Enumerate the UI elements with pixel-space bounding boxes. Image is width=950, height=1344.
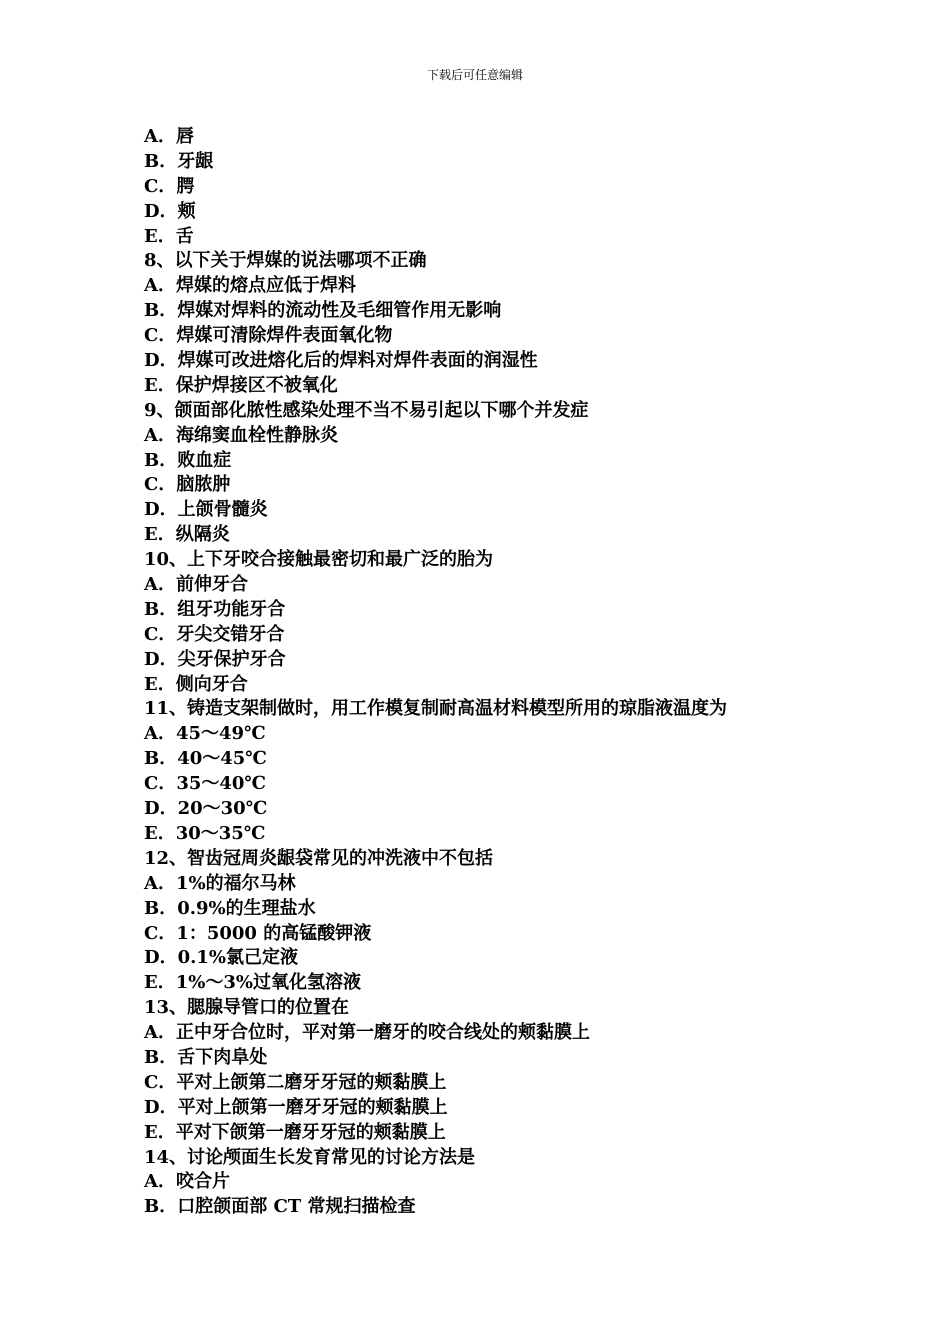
document-body [144, 125, 844, 1220]
text-line: B．组牙功能牙合 [144, 598, 286, 620]
text-line: B．败血症 [144, 449, 232, 471]
question-line: 8、以下关于焊媒的说法哪项不正确 [144, 250, 427, 272]
text-line: C．焊媒可清除焊件表面氧化物 [144, 325, 393, 347]
text-line: D．平对上颌第一磨牙牙冠的颊黏膜上 [144, 1096, 448, 1118]
text-line: A．1%的福尔马林 [144, 872, 296, 894]
text-line: E．30～35℃ [144, 822, 266, 844]
text-line: D．20～30℃ [144, 798, 268, 820]
text-line: A．前伸牙合 [144, 574, 248, 596]
text-line: B．舌下肉阜处 [144, 1046, 268, 1068]
text-line: D．颊 [144, 200, 196, 222]
text-line: D．尖牙保护牙合 [144, 648, 286, 670]
page-header: 下载后可任意编辑 [426, 68, 523, 82]
text-line: B．牙龈 [144, 150, 214, 172]
text-line: B．40～45℃ [144, 748, 267, 770]
text-line: B．0.9%的生理盐水 [144, 897, 316, 919]
text-line: E．纵隔炎 [144, 524, 230, 546]
text-line: A．唇 [144, 126, 194, 147]
text-line: C．1：5000 的高锰酸钾液 [144, 922, 372, 944]
text-line: D．0.1%氯己定液 [144, 947, 299, 969]
text-line: A．海绵窦血栓性静脉炎 [144, 424, 338, 446]
text-line: C．脑脓肿 [144, 474, 231, 496]
question-line: 12、智齿冠周炎龈袋常见的冲洗液中不包括 [144, 847, 494, 869]
question-line: 13、腮腺导管口的位置在 [144, 997, 350, 1019]
text-line: E．平对下颌第一磨牙牙冠的颊黏膜上 [144, 1121, 446, 1143]
question-line: 10、上下牙咬合接触最密切和最广泛的胎为 [144, 549, 494, 571]
text-line: C．腭 [144, 175, 195, 197]
text-line: E．1%～3%过氧化氢溶液 [144, 972, 361, 994]
text-line: B．焊媒对焊料的流动性及毛细管作用无影响 [144, 300, 502, 322]
text-line: D．上颌骨髓炎 [144, 499, 268, 521]
text-line: A．正中牙合位时，平对第一磨牙的咬合线处的颊黏膜上 [144, 1022, 590, 1044]
text-line: C．平对上颌第二磨牙牙冠的颊黏膜上 [144, 1071, 447, 1093]
text-line: A．45～49℃ [144, 723, 266, 745]
text-line: A．焊媒的熔点应低于焊料 [144, 275, 356, 297]
question-line: 9、颌面部化脓性感染处理不当不易引起以下哪个并发症 [144, 399, 589, 421]
text-line: E．侧向牙合 [144, 673, 248, 695]
question-line: 14、讨论颅面生长发育常见的讨论方法是 [144, 1146, 476, 1168]
text-line: C．35～40℃ [144, 773, 266, 795]
question-line: 11、铸造支架制做时，用工作模复制耐高温材料模型所用的琼脂液温度为 [144, 698, 728, 720]
text-line: B．口腔颌面部 CT 常规扫描检查 [144, 1196, 416, 1218]
text-line: D．焊媒可改进熔化后的焊料对焊件表面的润湿性 [144, 350, 538, 372]
text-line: C．牙尖交错牙合 [144, 623, 285, 645]
text-line: A．咬合片 [144, 1171, 230, 1193]
text-line: E．舌 [144, 225, 194, 247]
text-line: E．保护焊接区不被氧化 [144, 374, 338, 396]
